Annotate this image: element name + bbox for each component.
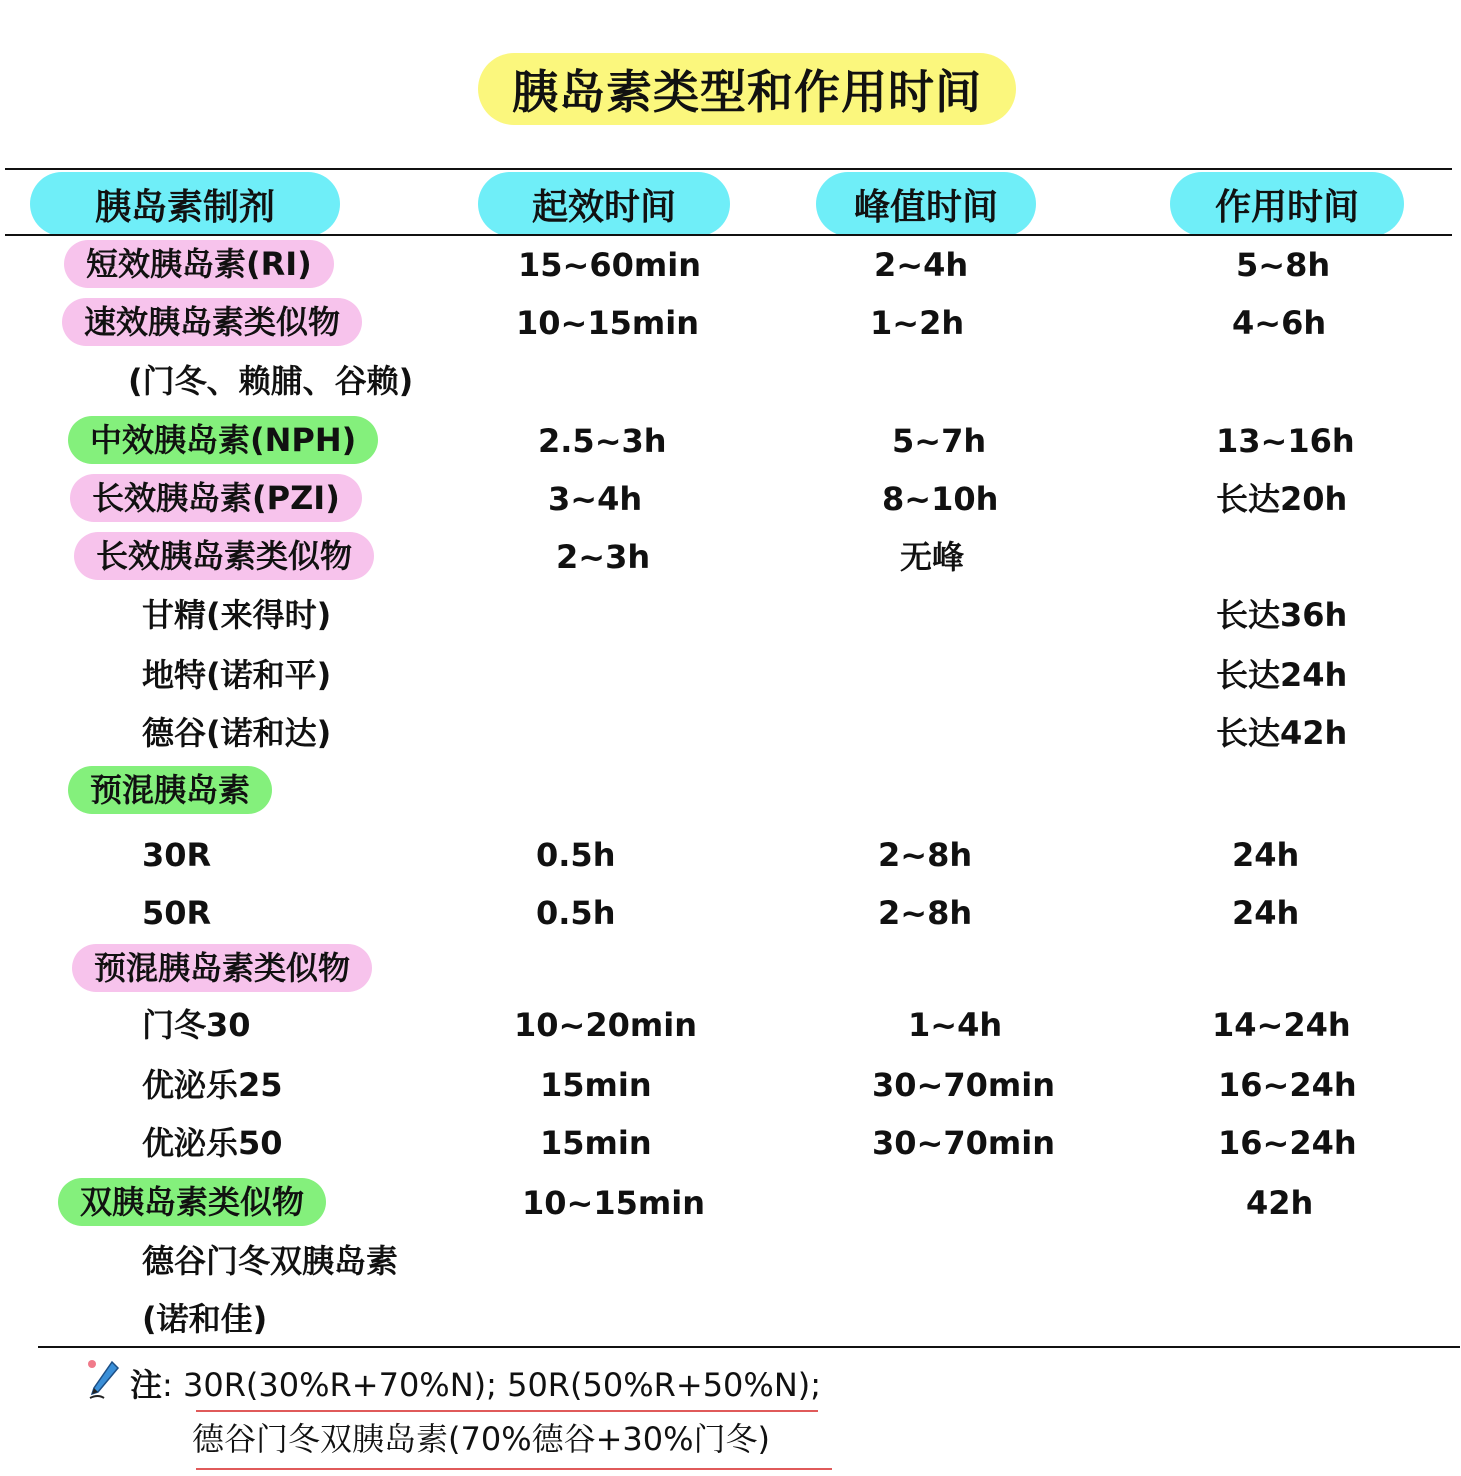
table-row — [0, 650, 1461, 700]
name-cell: 短效胰岛素(RI) — [64, 240, 334, 288]
duration-cell: 24h — [1232, 894, 1300, 932]
name-cell: 预混胰岛素类似物 — [72, 944, 372, 992]
peak-cell: 1~2h — [870, 304, 965, 342]
peak-cell: 2~4h — [874, 246, 969, 284]
header-rule — [5, 234, 1452, 236]
peak-cell: 30~70min — [872, 1066, 1055, 1104]
header-duration: 作用时间 — [1170, 172, 1404, 236]
name-cell: 速效胰岛素类似物 — [62, 298, 362, 346]
table-row — [0, 1060, 1461, 1110]
note-line-2: 德谷门冬双胰岛素(70%德谷+30%门冬) — [192, 1420, 771, 1458]
peak-cell: 1~4h — [908, 1006, 1003, 1044]
name-cell: 优泌乐50 — [142, 1124, 283, 1162]
name-cell: 50R — [142, 894, 212, 932]
table-row — [0, 474, 1461, 524]
peak-cell: 2~8h — [878, 894, 973, 932]
name-cell: 门冬30 — [142, 1006, 251, 1044]
note-underline-1 — [196, 1410, 818, 1412]
name-cell: 长效胰岛素类似物 — [74, 532, 374, 580]
top-rule — [5, 168, 1452, 170]
onset-cell: 3~4h — [548, 480, 643, 518]
table-row — [0, 1294, 1461, 1344]
duration-cell: 长达36h — [1216, 596, 1348, 634]
name-cell: 30R — [142, 836, 212, 874]
note-line-1 — [130, 1360, 821, 1406]
onset-cell: 0.5h — [536, 894, 616, 932]
duration-cell: 42h — [1246, 1184, 1314, 1222]
name-cell: 甘精(来得时) — [142, 596, 332, 634]
duration-cell: 长达42h — [1216, 714, 1348, 752]
header-peak: 峰值时间 — [816, 172, 1036, 236]
onset-cell: 10~15min — [516, 304, 699, 342]
name-cell: (诺和佳) — [142, 1300, 268, 1338]
duration-cell: 5~8h — [1236, 246, 1331, 284]
onset-cell: 2.5~3h — [538, 422, 667, 460]
table-row — [0, 532, 1461, 582]
peak-cell: 30~70min — [872, 1124, 1055, 1162]
table-row — [0, 240, 1461, 290]
duration-cell: 16~24h — [1218, 1124, 1357, 1162]
duration-cell: 13~16h — [1216, 422, 1355, 460]
table-row — [0, 830, 1461, 880]
table-row — [0, 888, 1461, 938]
onset-cell: 15min — [540, 1124, 652, 1162]
table-row — [0, 1118, 1461, 1168]
peak-cell: 5~7h — [892, 422, 987, 460]
duration-cell: 4~6h — [1232, 304, 1327, 342]
name-cell: 中效胰岛素(NPH) — [68, 416, 378, 464]
peak-cell: 无峰 — [900, 538, 965, 576]
note-text-1: : 30R(30%R+70%N); 50R(50%R+50%N); — [162, 1366, 822, 1404]
duration-cell: 14~24h — [1212, 1006, 1351, 1044]
onset-cell: 10~20min — [514, 1006, 697, 1044]
header-onset: 起效时间 — [478, 172, 730, 236]
onset-cell: 15~60min — [518, 246, 701, 284]
duration-cell: 长达24h — [1216, 656, 1348, 694]
table-row — [0, 944, 1461, 994]
table-row — [0, 708, 1461, 758]
table-row — [0, 590, 1461, 640]
table-row — [0, 1236, 1461, 1286]
table-row — [0, 1178, 1461, 1228]
name-cell: 地特(诺和平) — [142, 656, 332, 694]
table-row — [0, 1000, 1461, 1050]
onset-cell: 15min — [540, 1066, 652, 1104]
name-cell: 预混胰岛素 — [68, 766, 272, 814]
table-row — [0, 416, 1461, 466]
name-cell: 长效胰岛素(PZI) — [70, 474, 362, 522]
name-cell: 德谷(诺和达) — [142, 714, 332, 752]
header-name: 胰岛素制剂 — [30, 172, 340, 236]
note-label: 注 — [130, 1366, 163, 1404]
peak-cell: 8~10h — [882, 480, 999, 518]
name-cell: 德谷门冬双胰岛素 — [142, 1242, 399, 1280]
name-cell: 优泌乐25 — [142, 1066, 283, 1104]
note-underline-2 — [196, 1468, 832, 1470]
onset-cell: 0.5h — [536, 836, 616, 874]
duration-cell: 24h — [1232, 836, 1300, 874]
onset-cell: 2~3h — [556, 538, 651, 576]
duration-cell: 长达20h — [1216, 480, 1348, 518]
peak-cell: 2~8h — [878, 836, 973, 874]
page-title: 胰岛素类型和作用时间 — [478, 53, 1016, 125]
name-cell: 双胰岛素类似物 — [58, 1178, 326, 1226]
onset-cell: 10~15min — [522, 1184, 705, 1222]
table-row — [0, 766, 1461, 816]
table-row — [0, 298, 1461, 348]
pen-icon — [84, 1358, 124, 1402]
name-cell: (门冬、赖脯、谷赖) — [128, 362, 414, 400]
bottom-rule — [38, 1346, 1460, 1348]
duration-cell: 16~24h — [1218, 1066, 1357, 1104]
table-row — [0, 356, 1461, 406]
